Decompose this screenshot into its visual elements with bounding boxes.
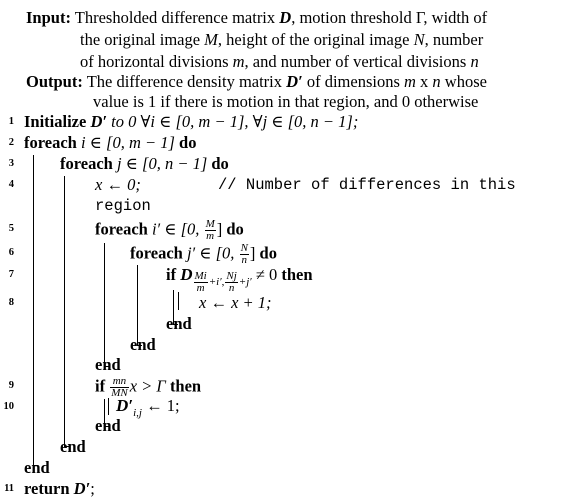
- foreach-jp-block-bar: [137, 265, 138, 345]
- input-label: Input:: [26, 8, 71, 27]
- input-line-3: of horizontal divisions m, and number of vertical divisions n: [80, 52, 479, 71]
- output-line-2: value is 1 if there is motion in that region, and 0 otherwise: [93, 92, 479, 111]
- end-if-diff: end: [166, 314, 192, 333]
- output-line-1: Output: The difference density matrix D′ of dimensions m x n whose: [26, 72, 487, 91]
- output-label: Output:: [26, 72, 83, 91]
- end-foreach-jp: end: [130, 335, 156, 354]
- line-foreach-j: foreach j ∈ [0, n − 1] do: [60, 154, 229, 173]
- foreach-ip-block-bar: [104, 243, 105, 366]
- end-foreach-i: end: [24, 458, 50, 477]
- line-x-increment: x ← x + 1;: [199, 293, 272, 312]
- foreach-j-block-bar: [64, 176, 65, 446]
- inc-statement-bar: [178, 292, 179, 310]
- line-number: 2: [8, 137, 14, 148]
- comment-line-b: region: [95, 197, 151, 215]
- line-number: 10: [3, 401, 14, 412]
- line-number: 8: [8, 297, 14, 308]
- line-number: 11: [4, 483, 14, 494]
- input-line-2: the original image M, height of the original image N, number: [80, 30, 484, 49]
- input-line-1: Input: Thresholded difference matrix D, motion threshold Γ, width of: [26, 8, 488, 27]
- line-number: 7: [8, 269, 14, 280]
- line-number: 5: [8, 223, 14, 234]
- line-foreach-jp: foreach j′ ∈ [0, $\frac{N}{n}$ ] do: [130, 242, 277, 266]
- line-assign-one: $D'_{i,j}$ ← 1;: [116, 396, 180, 419]
- line-foreach-i: foreach i ∈ [0, m − 1] do: [24, 133, 197, 152]
- assign-statement-bar: [108, 398, 109, 415]
- line-number: 9: [8, 380, 14, 391]
- line-number: 4: [8, 179, 14, 190]
- end-foreach-j: end: [60, 437, 86, 456]
- line-return: return D′;: [24, 479, 95, 498]
- end-if-threshold: end: [95, 416, 121, 435]
- line-foreach-ip: foreach i′ ∈ [0, $\frac{M}{m}$ ] do: [95, 218, 244, 242]
- line-x-assign: x ← 0;: [95, 175, 141, 194]
- foreach-i-block-bar: [33, 155, 34, 465]
- line-if-threshold: if $\frac{mn}{MN}$ x > Γ then: [95, 375, 202, 399]
- line-number: 6: [8, 247, 14, 258]
- end-foreach-ip: end: [95, 355, 121, 374]
- comment-line-a: // Number of differences in this: [218, 176, 516, 194]
- line-number: 3: [8, 158, 14, 169]
- line-initialize: Initialize D′ to 0 ∀i ∈ [0, m − 1], ∀j ∈ [0, n − 1];: [24, 112, 359, 131]
- line-number: 1: [8, 116, 14, 127]
- line-if-diff: if D $_{\frac{Mi}{m} +i', \frac{Nj}{n} +j'}$ ≠ 0 then: [166, 265, 313, 294]
